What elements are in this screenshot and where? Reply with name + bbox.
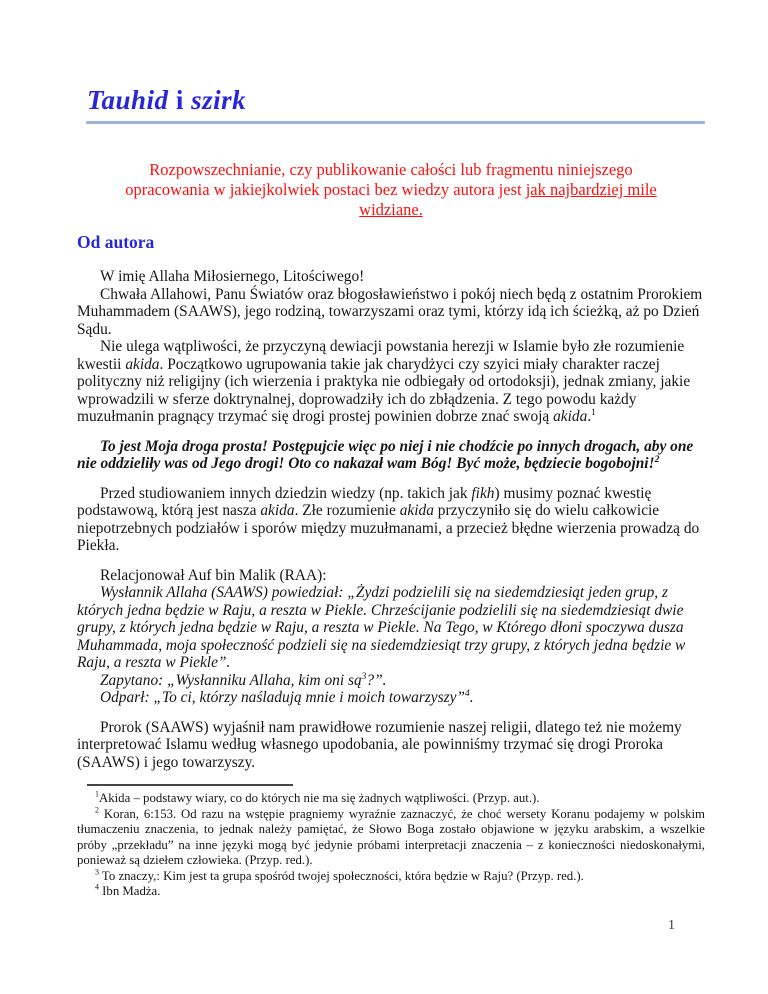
text-run: Tauhid — [87, 85, 169, 115]
text-run: fikh — [471, 484, 495, 502]
text-run: jak najbardziej mile — [525, 180, 657, 199]
paragraph — [77, 567, 705, 585]
paragraph — [77, 286, 705, 339]
text-run: Wysłannik Allaha (SAAWS) powiedział: „Żydzi podzielili się na siedemdziesiąt jeden grup, z których jedna będzie w Raju, a reszta w Piekle. Chrześcijanie podzielili się na siedemdziesiąt dwie grupy, z których jedna będzie w Raju, a reszta w Piekle. Na Tego, w Którego dłoni spoczywa dusza Muhammada, moja społeczność podzieli się na siedemdziesiąt trzy grupy, z których jedna będzie w Raju, a reszta w Piekle”. — [77, 584, 686, 671]
copyright-notice — [77, 160, 705, 220]
text-run: szirk — [191, 85, 247, 115]
text-run: To znaczy,: Kim jest ta grupa spośród twojej społeczności, która będzie w Raju? (Przyp. red.). — [98, 868, 584, 883]
footnote — [77, 884, 705, 900]
footnote — [77, 807, 705, 869]
text-run: akida — [399, 502, 434, 519]
text-run: Relacjonował Auf bin Malik (RAA): — [100, 566, 327, 584]
footnotes-block — [77, 791, 705, 900]
text-run: Ibn Madża. — [98, 884, 161, 898]
text-run: Koran, 6:153. Od razu na wstępie pragniemy wyraźnie zaznaczyć, że choć wersety Koranu podajemy w polskim tłumaczeniu znaczenia, to jednak należy pamiętać, że Słowo Boga zostało objawione w języku arabskim, a wszelkie próby „przekładu” na inne języki mogą być jedynie próbami interpretacji znaczenia – z konieczności niedoskonałymi, ponieważ są dziełem człowieka. (Przyp. red.). — [77, 806, 705, 867]
text-run: Odparł: „To ci, którzy naśladują mnie i moich towarzyszy” — [100, 689, 465, 706]
text-run: W imię Allaha Miłosiernego, Litościwego! — [100, 268, 365, 285]
text-run: przyczyniło się do wielu całkowicie niepotrzebnych podziałów i sporów między muzułmanami, a przecież błędne wierzenia prowadzą do Piekła. — [77, 502, 700, 554]
paragraph — [77, 689, 705, 707]
text-run: Akida – podstawy wiary, co do których nie ma się żadnych wątpliwości. (Przyp. aut.). — [98, 791, 540, 805]
footnote-separator — [87, 784, 293, 786]
footnote-reference: 4 — [464, 687, 470, 699]
text-run: akida — [260, 502, 295, 519]
text-run: opracowania w jakiejkolwiek postaci bez wiedzy autora jest — [125, 180, 526, 199]
footnote — [77, 869, 705, 885]
text-run: Chwała Allahowi, Panu Światów oraz błogosławieństwo i pokój niech będą z ostatnim Prorokiem Muhammadem (SAAWS), jego rodziną, towarzyszami oraz tymi, którzy idą ich ścieżką, aż po Dzień Sądu. — [77, 285, 703, 338]
title-rule-divider — [86, 121, 705, 124]
text-run: Zapytano: „Wysłanniku Allaha, kim oni są — [100, 671, 362, 689]
text-run: To jest Moja droga prosta! Postępujcie więc po niej i nie chodźcie po innych drogach, aby one nie oddzieliły was od Jego drogi! Oto co nakazał wam Bóg! Być może, będziecie bogobojni! — [77, 437, 694, 472]
paragraph — [77, 338, 705, 426]
text-run: . Początkowo ugrupowania takie jak charydżyci czy szyici miały charakter raczej polityczny niż religijny (ich wierzenia i praktyka nie odbiegały od ortodoksji), jednak zmiany, jakie wprowadzili w sferze doktrynalnej, doprowadziły ich do zbłądzenia. Z tego powodu każdy muzułmanin pragnący trzymać się drogi prostej powinien dobrze znać swoją — [77, 355, 691, 425]
footnote-reference: 1 — [95, 789, 99, 799]
text-run: Nie ulega wątpliwości, że przyczyną dewiacji powstania herezji w Islamie było złe rozumienie kwestii — [77, 338, 685, 373]
text-run: Rozpowszechnianie, czy publikowanie całości lub fragmentu niniejszego — [149, 160, 633, 179]
paragraph — [77, 584, 705, 672]
footnote-reference: 2 — [654, 453, 660, 465]
paragraph — [77, 672, 705, 690]
paragraph — [77, 719, 705, 772]
text-run: i — [168, 85, 192, 115]
text-run: . Złe rozumienie — [294, 502, 400, 519]
page-number: 1 — [668, 918, 675, 933]
footnote-reference: 3 — [95, 867, 99, 877]
text-run: widziane. — [359, 200, 423, 219]
text-run: Przed studiowaniem innych dziedzin wiedzy (np. takich jak — [100, 484, 472, 502]
text-run: ) musimy poznać kwestię podstawową, którą jest nasza — [77, 484, 652, 519]
footnote-reference: 1 — [591, 406, 596, 418]
section-heading-od-autora: Od autora — [77, 232, 155, 252]
footnote-reference: 4 — [95, 882, 99, 892]
text-run: akida — [125, 355, 160, 373]
footnote-reference: 3 — [361, 670, 367, 682]
text-run: ?”. — [366, 671, 387, 689]
document-title — [87, 84, 705, 117]
footnote-reference: 2 — [95, 805, 99, 815]
text-run: . — [469, 689, 474, 706]
text-run: . — [587, 408, 592, 425]
paragraph — [77, 438, 705, 473]
paragraph — [77, 268, 705, 286]
text-run: Prorok (SAAWS) wyjaśnił nam prawidłowe rozumienie naszej religii, dlatego też nie możemy interpretować Islamu według własnego upodobania, ale powinniśmy trzymać się drogi Proroka (SAAWS) i jego towarzyszy. — [77, 718, 682, 771]
document-body — [77, 268, 705, 771]
text-run: akida — [553, 408, 588, 425]
paragraph — [77, 485, 705, 555]
footnote — [77, 791, 705, 807]
